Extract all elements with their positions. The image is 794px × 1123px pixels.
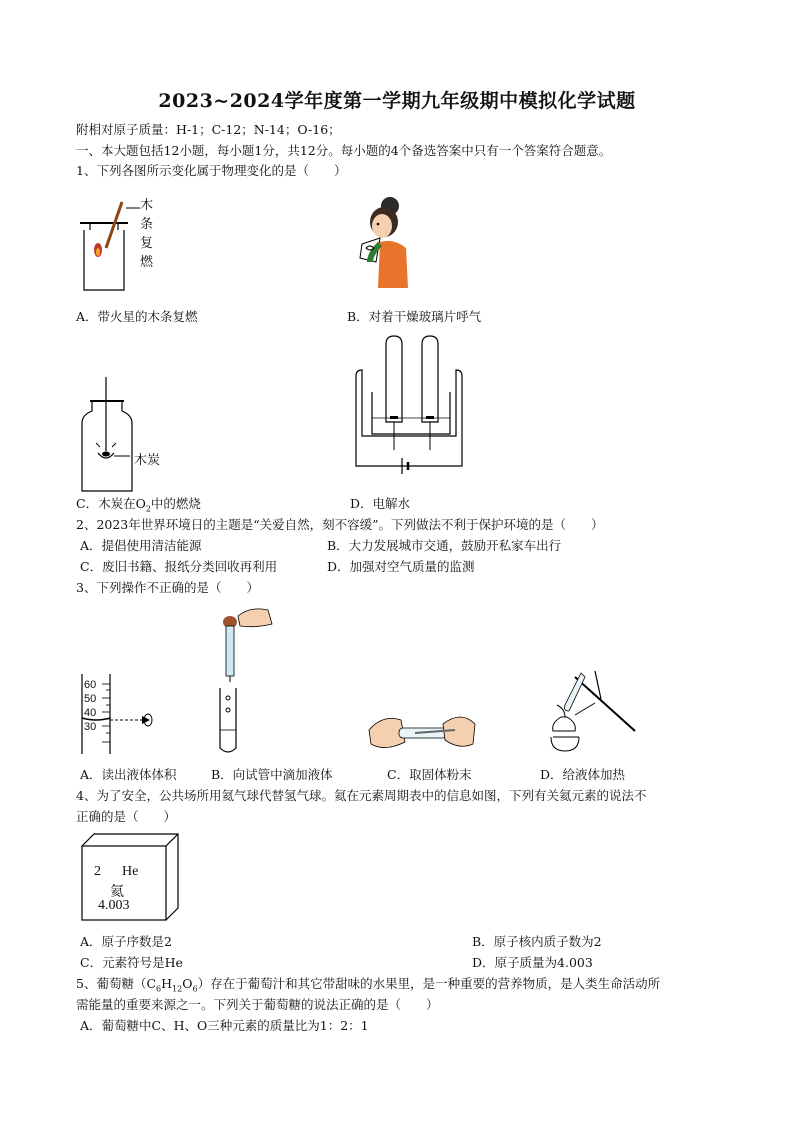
q3-option-c: C．取固体粉末 — [387, 767, 472, 782]
q4-option-b: B．原子核内质子数为2 — [472, 934, 602, 949]
q1-stem: 1、下列各图所示变化属于物理变化的是（ ） — [76, 163, 347, 178]
q1-option-b: B．对着干燥玻璃片呼气 — [347, 309, 482, 324]
section-heading: 一、本大题包括12小题，每小题1分，共12分。每小题的4个备选答案中只有一个答案符合题意。 — [76, 143, 612, 158]
atomic-mass-note: 附相对原子质量：H-1；C-12；N-14；O-16； — [76, 122, 341, 137]
q2-option-d: D．加强对空气质量的监测 — [327, 559, 475, 574]
q5-option-a: A．葡萄糖中C、H、O三种元素的质量比为1：2：1 — [80, 1018, 369, 1033]
q1-figure-d — [350, 330, 475, 480]
q3-figure-b — [210, 602, 280, 757]
q1-wood-label: 木 条 复 燃 — [140, 198, 154, 270]
q4-atomic-number: 2 — [94, 864, 101, 879]
q3-figure-d — [535, 665, 645, 760]
q3-option-d: D．给液体加热 — [540, 767, 626, 782]
q2-option-c: C．废旧书籍、报纸分类回收再利用 — [80, 559, 278, 574]
q2-option-a: A．提倡使用清洁能源 — [80, 538, 202, 553]
q1-option-a: A．带火星的木条复燃 — [76, 309, 198, 324]
q4-element-name: 氦 — [110, 885, 124, 900]
q2-option-b: B．大力发展城市交通，鼓励开私家车出行 — [327, 538, 562, 553]
q3-option-b: B．向试管中滴加液体 — [211, 767, 333, 782]
q1-figure-b — [350, 192, 420, 292]
q4-option-d: D．原子质量为4.003 — [472, 955, 593, 970]
q4-option-a: A．原子序数是2 — [80, 934, 172, 949]
q3-stem: 3、下列操作不正确的是（ ） — [76, 580, 259, 595]
q3-scale-labels: 60 50 40 30 — [84, 679, 97, 733]
q1-charcoal-label: 木炭 — [134, 453, 161, 468]
q4-element-symbol: He — [122, 864, 139, 879]
q4-stem-line2: 正确的是（ ） — [76, 809, 177, 824]
q5-stem-line2: 需能量的重要来源之一。下列关于葡萄糖的说法正确的是（ ） — [76, 997, 439, 1012]
q1-option-d: D．电解水 — [350, 496, 411, 511]
q3-figure-c — [365, 708, 480, 758]
q1-option-c: C．木炭在$O_2$中的燃烧 — [76, 496, 201, 514]
q4-option-c: C．元素符号是He — [80, 955, 183, 970]
page-title: 2023~2024学年度第一学期九年级期中模拟化学试题 — [158, 90, 636, 112]
q4-stem-line1: 4、为了安全，公共场所用氦气球代替氢气球。氦在元素周期表中的信息如图，下列有关氦元素的说法不 — [76, 788, 647, 803]
q1-figure-c — [76, 373, 166, 498]
q4-atomic-mass: 4.003 — [98, 898, 130, 913]
q2-stem: 2、2023年世界环境日的主题是“关爱自然，刻不容缓”。下列做法不利于保护环境的是（ ） — [76, 517, 604, 532]
q3-option-a: A．读出液体体积 — [80, 767, 177, 782]
q5-stem-line1: 5、葡萄糖$(C_6H_{12}O_6)$存在于葡萄汁和其它带甜味的水果里，是一种重要的营养物质，是人类生命活动所 — [76, 976, 661, 994]
